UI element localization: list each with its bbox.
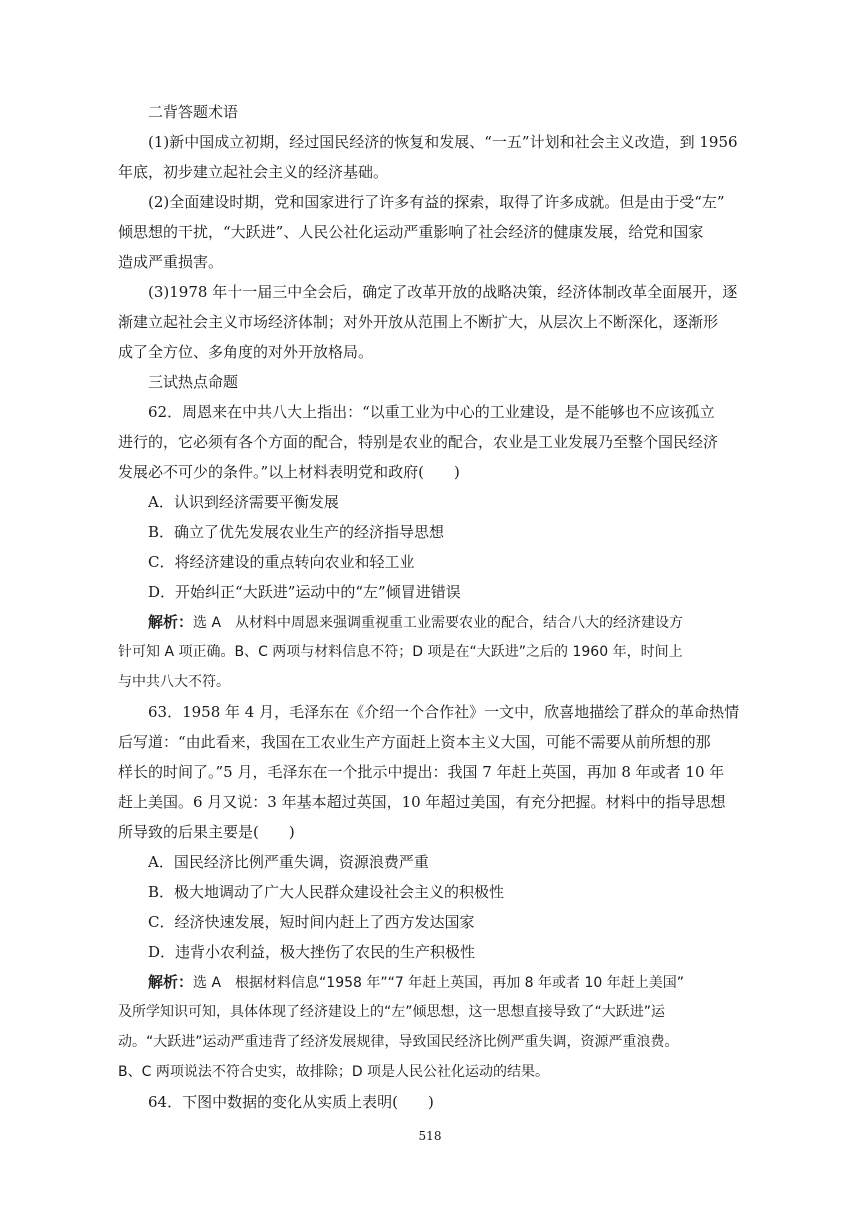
answer-line [118,967,738,997]
option-b: B．极大地调动了广大人民群众建设社会主义的积极性 [148,883,505,901]
page-content [118,97,738,1117]
option-c: C．将经济建设的重点转向农业和轻工业 [148,553,415,571]
section-heading-questions: 三试热点命题 [148,373,239,391]
option-a: A．国民经济比例严重失调，资源浪费严重 [148,853,429,871]
text-line: 年底，初步建立起社会主义的经济基础。 [118,163,389,181]
question-62 [118,397,738,697]
question-63 [118,697,738,1087]
question-stem-line: 发展必不可少的条件。”以上材料表明党和政府( ) [118,463,460,481]
answer-line: 动。“大跃进”运动严重违背了经济发展规律，导致国民经济比例严重失调，资源严重浪费。 [118,1034,679,1050]
option-b: B．确立了优先发展农业生产的经济指导思想 [148,523,445,541]
answer-line: 及所学知识可知，具体体现了经济建设上的“左”倾思想，这一思想直接导致了“大跃进”运 [118,1004,666,1020]
answer-text: 选 A 从材料中周恩来强调重视重工业需要农业的配合，结合八大的经济建设方 [193,615,684,631]
text-line: 成了全方位、多角度的对外开放格局。 [118,343,374,361]
answer-text: 选 A 根据材料信息“1958 年”“7 年赶上英国，再加 8 年或者 10 年赶上美国” [193,975,685,991]
text-line: 造成严重损害。 [118,253,224,271]
question-stem-line: 样长的时间了。”5 月，毛泽东在一个批示中提出：我国 7 年赶上英国，再加 8 年或者 10 年 [118,763,725,781]
answer-line: B、C 两项说法不符合史实，故排除；D 项是人民公社化运动的结果。 [118,1064,550,1080]
text-line: (3)1978 年十一届三中全会后，确定了改革开放的战略决策，经济体制改革全面展开，逐 [148,283,738,301]
question-stem-line: 64．下图中数据的变化从实质上表明( ) [148,1093,434,1111]
option-d: D．开始纠正“大跃进”运动中的“左”倾冒进错误 [148,583,461,601]
answer-line: 与中共八大不符。 [118,674,230,690]
text-line: (1)新中国成立初期，经过国民经济的恢复和发展、“一五”计划和社会主义改造，到 1956 [148,133,738,151]
option-a: A．认识到经济需要平衡发展 [148,493,339,511]
question-stem-line: 进行的，它必须有各个方面的配合，特别是农业的配合，农业是工业发展乃至整个国民经济 [118,433,719,451]
question-stem-line: 后写道：“由此看来，我国在工农业生产方面赶上资本主义大国，可能不需要从前所想的那 [118,733,711,751]
question-stem-line: 63．1958 年 4 月，毛泽东在《介绍一个合作社》一文中，欣喜地描绘了群众的革命热情 [148,703,740,721]
answer-label: 解析： [148,613,194,631]
page-number: 518 [418,1129,442,1143]
section-heading-terms: 二背答题术语 [148,103,239,121]
option-c: C．经济快速发展，短时间内赶上了西方发达国家 [148,913,475,931]
question-stem-line: 62．周恩来在中共八大上指出：“以重工业为中心的工业建设，是不能够也不应该孤立 [148,403,715,421]
answer-line [118,607,738,637]
paragraph-3 [118,277,738,367]
question-stem-line: 赶上美国。6 月又说：3 年基本超过英国，10 年超过美国，有充分把握。材料中的指导思想 [118,793,726,811]
text-line: 渐建立起社会主义市场经济体制；对外开放从范围上不断扩大，从层次上不断深化，逐渐形 [118,313,719,331]
answer-line: 针可知 A 项正确。B、C 两项与材料信息不符；D 项是在“大跃进”之后的 1960 年，时间上 [118,644,683,660]
paragraph-1 [118,127,738,187]
text-line: (2)全面建设时期，党和国家进行了许多有益的探索，取得了许多成就。但是由于受“左” [148,193,725,211]
answer-label: 解析： [148,973,194,991]
question-64 [118,1087,738,1117]
option-d: D．违背小农利益，极大挫伤了农民的生产积极性 [148,943,476,961]
text-line: 倾思想的干扰，“大跃进”、人民公社化运动严重影响了社会经济的健康发展，给党和国家 [118,223,704,241]
question-stem-line: 所导致的后果主要是( ) [118,823,295,841]
paragraph-2 [118,187,738,277]
